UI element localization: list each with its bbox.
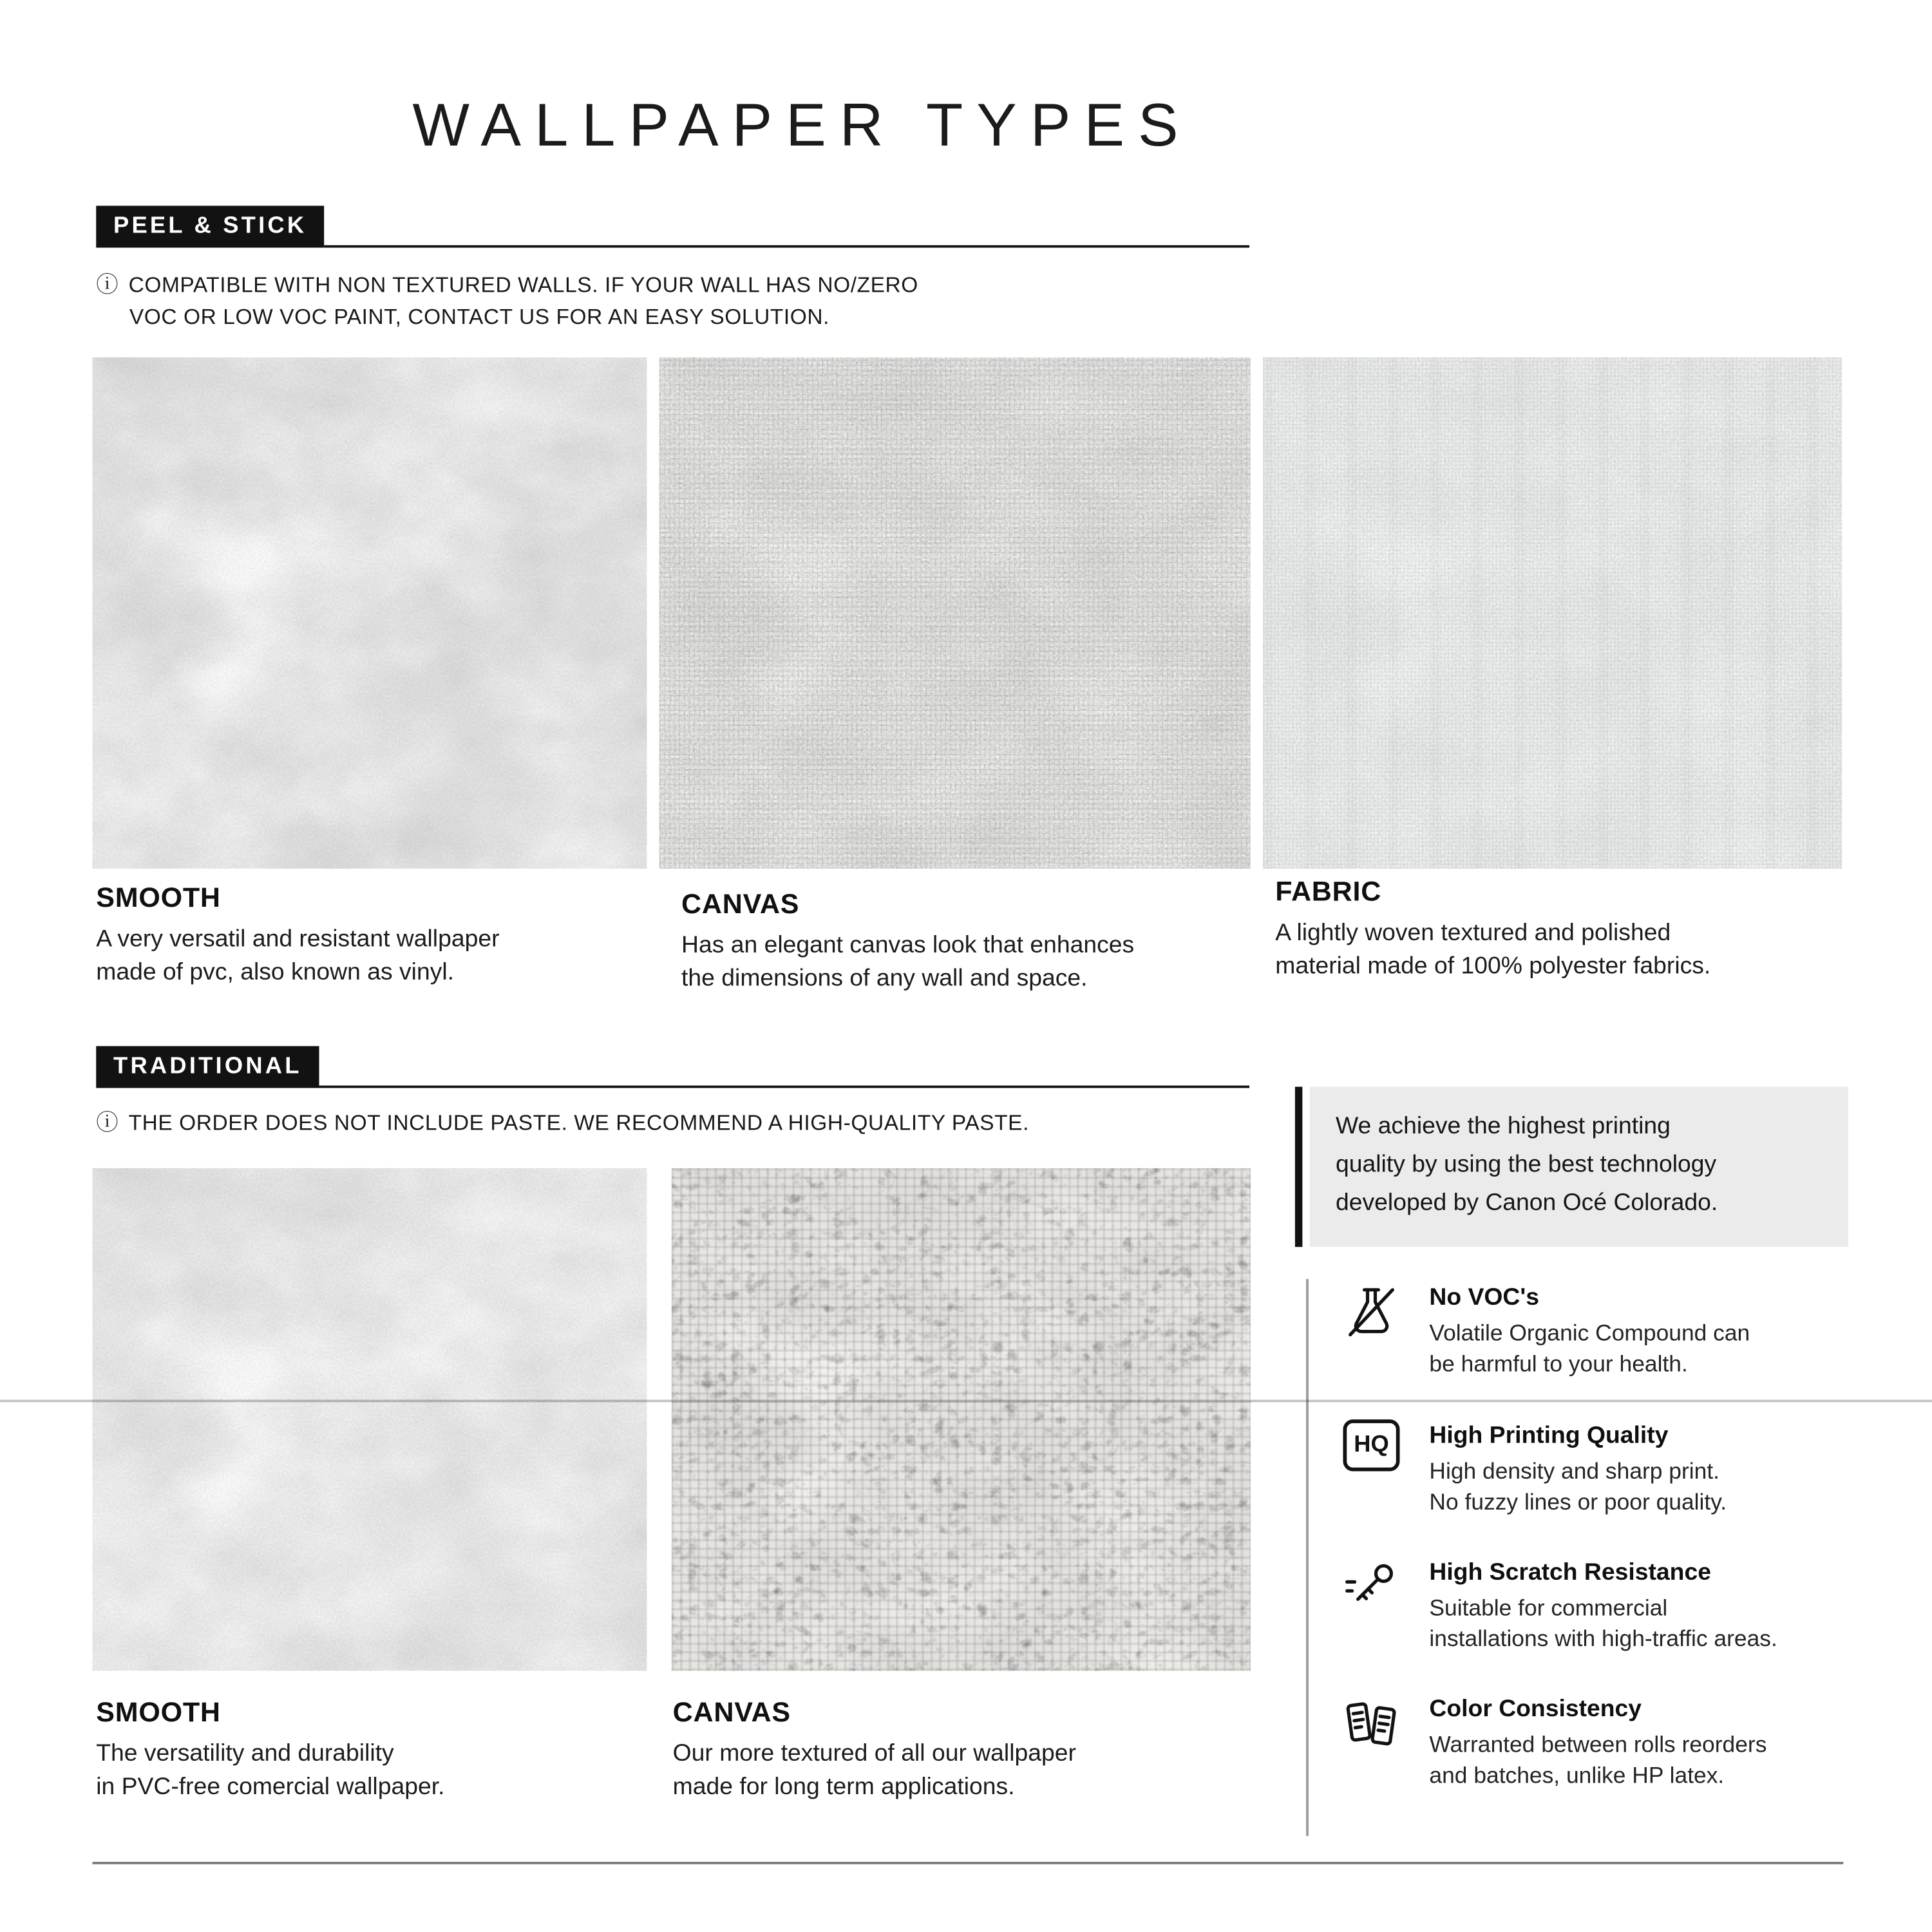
feature-description (1429, 1730, 1766, 1790)
desc-line: The versatility and durability (96, 1739, 394, 1767)
info-icon: ⓘ (96, 1110, 119, 1135)
traditional-note-text: THE ORDER DOES NOT INCLUDE PASTE. WE RECOMMEND A HIGH-QUALITY PASTE. (128, 1110, 1029, 1135)
section-rule (319, 1086, 1249, 1088)
caption-traditional-smooth (96, 1697, 444, 1804)
scratch-key-icon (1341, 1556, 1403, 1618)
swatch-peel-fabric (1263, 357, 1842, 869)
feature-text (1429, 1556, 1777, 1653)
swatch-name: SMOOTH (96, 882, 221, 913)
traditional-note (96, 1108, 1029, 1139)
desc-line: Volatile Organic Compound can (1429, 1320, 1750, 1346)
desc-line: A very versatil and resistant wallpaper (96, 925, 500, 952)
swatch-description (1275, 916, 1710, 983)
section-header-traditional (96, 1046, 1249, 1088)
feature-icon-wrap (1338, 1419, 1405, 1488)
features-divider (1306, 1279, 1309, 1836)
peel-stick-note-line1: COMPATIBLE WITH NON TEXTURED WALLS. IF YOUR WALL HAS NO/ZERO (128, 272, 918, 298)
feature-high-scratch-resistance (1338, 1556, 1851, 1653)
page-title: WALLPAPER TYPES (412, 92, 1192, 159)
caption-peel-smooth (96, 882, 499, 989)
desc-line: Suitable for commercial (1429, 1594, 1668, 1620)
desc-line: the dimensions of any wall and space. (681, 965, 1088, 992)
feature-color-consistency (1338, 1693, 1851, 1790)
info-icon: ⓘ (96, 272, 119, 298)
texture-noise (92, 357, 647, 869)
feature-title: Color Consistency (1429, 1695, 1642, 1723)
feature-title: High Scratch Resistance (1429, 1558, 1711, 1586)
section-rule (324, 245, 1249, 248)
feature-description (1429, 1457, 1727, 1517)
statement-line: We achieve the highest printing (1336, 1112, 1671, 1140)
texture-noise (92, 1168, 647, 1671)
feature-text (1429, 1693, 1766, 1790)
caption-peel-canvas (681, 888, 1134, 995)
caption-traditional-canvas (673, 1697, 1076, 1804)
feature-icon-wrap (1338, 1693, 1405, 1762)
desc-line: Our more textured of all our wallpaper (672, 1739, 1076, 1767)
desc-line: A lightly woven textured and polished (1275, 919, 1671, 947)
feature-text (1429, 1419, 1727, 1517)
desc-line: material made of 100% polyester fabrics. (1275, 952, 1711, 980)
color-consistency-icon (1341, 1693, 1403, 1755)
desc-line: High density and sharp print. (1429, 1457, 1720, 1484)
section-header-peel-stick (96, 206, 1249, 248)
desc-line: made of pvc, also known as vinyl. (96, 958, 455, 986)
swatch-description (673, 1738, 1076, 1804)
swatch-name: SMOOTH (96, 1696, 221, 1728)
desc-line: be harmful to your health. (1429, 1350, 1688, 1376)
swatch-traditional-smooth (92, 1168, 647, 1671)
peel-stick-note (96, 270, 918, 333)
swatch-name: CANVAS (672, 1696, 791, 1728)
swatch-traditional-canvas (672, 1168, 1251, 1671)
feature-icon-wrap (1338, 1282, 1405, 1350)
section-label-traditional: TRADITIONAL (96, 1046, 319, 1088)
feature-text (1429, 1282, 1750, 1379)
quality-accent-bar (1295, 1087, 1302, 1247)
desc-line: and batches, unlike HP latex. (1429, 1761, 1725, 1788)
feature-title: High Printing Quality (1429, 1421, 1669, 1450)
scan-fold-line (0, 1400, 1932, 1403)
desc-line: installations with high-traffic areas. (1429, 1624, 1777, 1651)
desc-line: Has an elegant canvas look that enhances (681, 931, 1135, 959)
quality-statement-box (1310, 1087, 1848, 1247)
swatch-description (96, 1738, 444, 1804)
texture-noise (659, 357, 1251, 869)
swatch-peel-canvas (659, 357, 1251, 869)
no-voc-icon (1341, 1282, 1403, 1343)
feature-description (1429, 1593, 1777, 1654)
feature-no-voc (1338, 1282, 1851, 1379)
feature-title: No VOC's (1429, 1283, 1540, 1311)
desc-line: Warranted between rolls reorders (1429, 1731, 1767, 1757)
swatch-description (681, 929, 1134, 996)
desc-line: No fuzzy lines or poor quality. (1429, 1488, 1727, 1514)
swatch-peel-smooth (92, 357, 647, 869)
caption-peel-fabric (1275, 876, 1710, 983)
texture-noise (672, 1168, 1251, 1671)
feature-icon-wrap (1338, 1556, 1405, 1625)
desc-line: in PVC-free comercial wallpaper. (96, 1773, 445, 1801)
feature-high-printing-quality (1338, 1419, 1851, 1517)
desc-line: made for long term applications. (672, 1773, 1015, 1801)
texture-noise (1263, 357, 1842, 869)
section-label-peel-stick: PEEL & STICK (96, 206, 324, 248)
swatch-name: CANVAS (681, 888, 800, 920)
swatch-name: FABRIC (1275, 876, 1382, 907)
hq-icon: HQ (1343, 1419, 1399, 1471)
statement-line: quality by using the best technology (1336, 1151, 1717, 1179)
statement-line: developed by Canon Océ Colorado. (1336, 1189, 1718, 1217)
feature-description (1429, 1318, 1750, 1379)
swatch-description (96, 923, 499, 989)
bottom-rule (92, 1862, 1843, 1864)
peel-stick-note-line2: VOC OR LOW VOC PAINT, CONTACT US FOR AN EASY SOLUTION. (129, 303, 830, 328)
